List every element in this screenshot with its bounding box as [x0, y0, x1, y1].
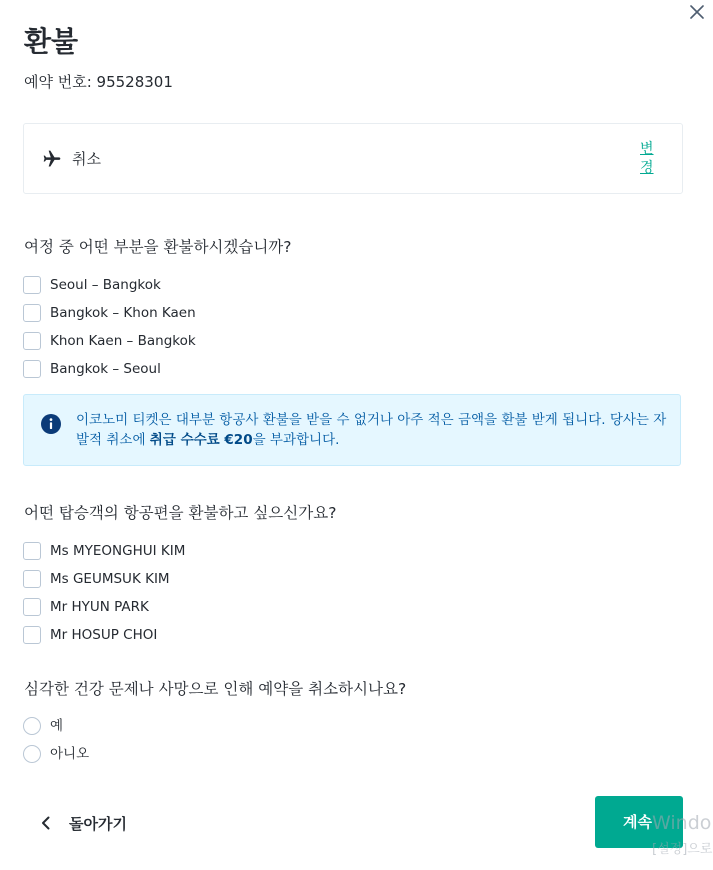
health-question: 심각한 건강 문제나 사망으로 인해 예약을 취소하시나요? [24, 680, 407, 698]
chevron-left-icon [40, 816, 52, 830]
airplane-icon [42, 149, 62, 169]
refund-reason-card [23, 123, 683, 194]
passenger-checkbox-row[interactable] [23, 624, 157, 646]
passengers-question: 어떤 탑승객의 항공편을 환불하고 싶으신가요? [24, 504, 337, 522]
passenger-label: Ms MYEONGHUI KIM [50, 543, 186, 559]
page-title: 환불 [24, 25, 79, 58]
checkbox[interactable] [23, 570, 41, 588]
booking-number: 예약 번호: 95528301 [24, 73, 173, 91]
continue-button[interactable] [595, 796, 683, 848]
windows-activation-watermark-subtext: [설정]으로 [652, 842, 713, 857]
segment-checkbox-row[interactable] [23, 330, 196, 352]
passenger-label: Mr HOSUP CHOI [50, 627, 158, 643]
passenger-label: Ms GEUMSUK KIM [50, 571, 170, 587]
info-icon [41, 414, 61, 434]
checkbox[interactable] [23, 626, 41, 644]
checkbox[interactable] [23, 542, 41, 560]
passenger-label: Mr HYUN PARK [50, 599, 149, 615]
health-radio-no[interactable] [23, 743, 89, 765]
info-text-part1: 이코노미 티켓은 대부분 항공사 환불을 받을 수 없거나 아주 적은 금액을 환불 받게 됩니다. 당사는 자발적 취소에 [76, 412, 667, 448]
segment-label: Khon Kaen – Bangkok [50, 333, 196, 349]
checkbox[interactable] [23, 276, 41, 294]
back-button[interactable] [40, 810, 127, 836]
segment-label: Seoul – Bangkok [50, 277, 161, 293]
radio-label: 아니오 [50, 746, 90, 762]
refund-reason-label: 취소 [72, 150, 101, 168]
close-icon [690, 5, 704, 19]
radio-label: 예 [50, 718, 64, 734]
radio-button[interactable] [23, 745, 41, 763]
windows-activation-watermark: Windo [652, 812, 712, 834]
info-text-part2: 을 부과합니다. [252, 432, 340, 448]
checkbox[interactable] [23, 332, 41, 350]
back-label: 돌아가기 [69, 814, 127, 833]
radio-button[interactable] [23, 717, 41, 735]
passenger-checkbox-row[interactable] [23, 568, 170, 590]
segment-label: Bangkok – Khon Kaen [50, 305, 196, 321]
checkbox[interactable] [23, 304, 41, 322]
passenger-checkbox-row[interactable] [23, 596, 149, 618]
segment-checkbox-row[interactable] [23, 302, 196, 324]
info-text [76, 410, 668, 450]
handling-fee: 취급 수수료 €20 [149, 432, 253, 448]
continue-label: 계속 [623, 813, 652, 831]
change-reason-link[interactable]: 변경 [640, 141, 654, 176]
segment-checkbox-row[interactable] [23, 274, 161, 296]
segment-label: Bangkok – Seoul [50, 361, 161, 377]
close-button[interactable] [686, 1, 708, 23]
passenger-checkbox-row[interactable] [23, 540, 185, 562]
health-radio-yes[interactable] [23, 715, 63, 737]
checkbox[interactable] [23, 598, 41, 616]
segment-checkbox-row[interactable] [23, 358, 161, 380]
segments-question: 여정 중 어떤 부분을 환불하시겠습니까? [24, 238, 292, 256]
checkbox[interactable] [23, 360, 41, 378]
info-alert [23, 394, 681, 466]
